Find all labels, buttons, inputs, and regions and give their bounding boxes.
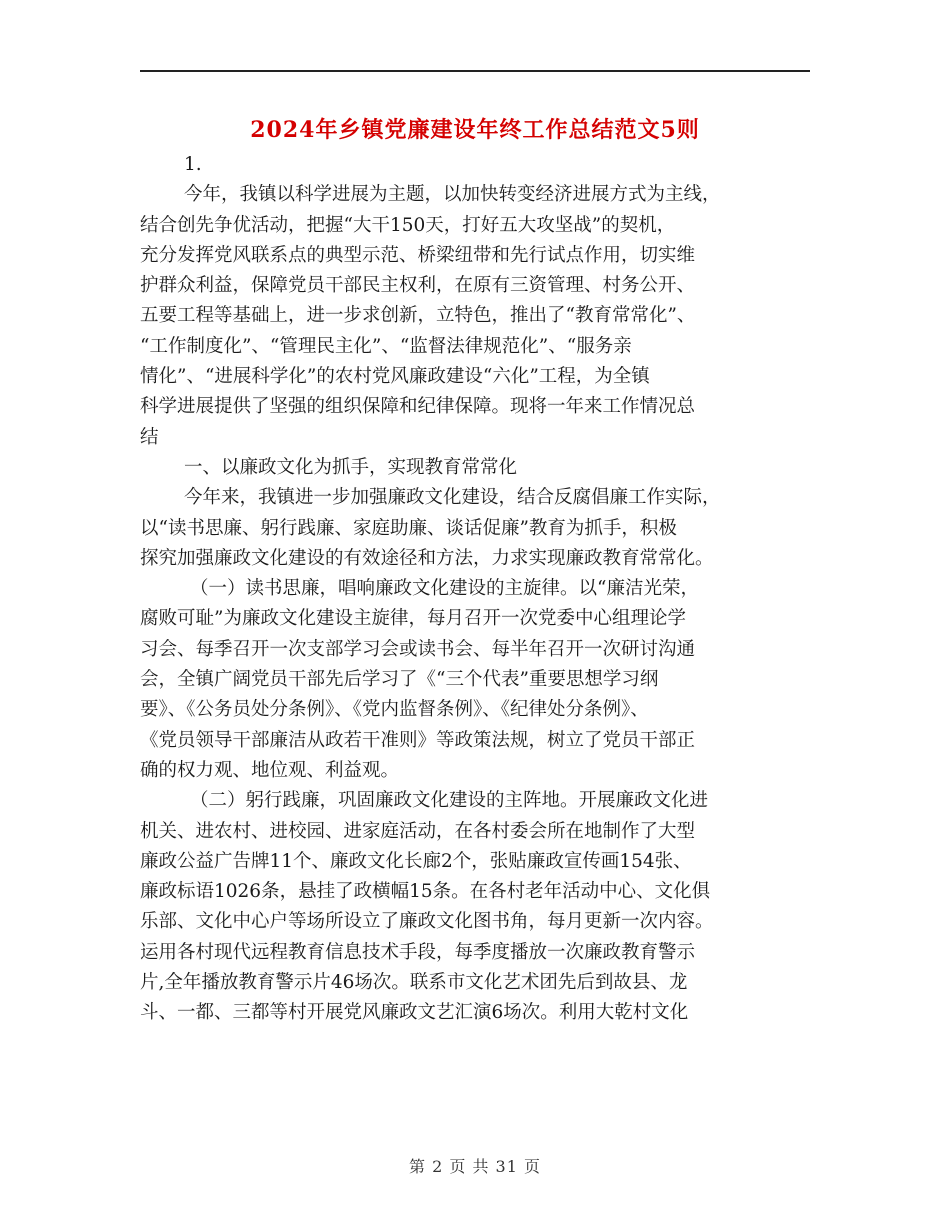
- text-line: 片,全年播放教育警示片46场次。联系市文化艺术团先后到故县、龙: [140, 972, 688, 994]
- text-line: “工作制度化”、“管理民主化”、“监督法律规范化”、“服务亲: [140, 335, 632, 357]
- text-line: 情化”、“进展科学化”的农村党风廉政建设“六化”工程，为全镇: [140, 366, 650, 388]
- text-line: 今年来，我镇进一步加强廉政文化建设，结合反腐倡廉工作实际，: [184, 487, 721, 509]
- intro-paragraph: [140, 180, 812, 453]
- text-line: 廉政公益广告牌11个、廉政文化长廊2个，张贴廉政宣传画154张、: [140, 850, 692, 872]
- text-line: 要》、《公务员处分条例》、《党内监督条例》、《纪律处分条例》、: [140, 699, 649, 721]
- text-line: 护群众利益，保障党员干部民主权利，在原有三资管理、村务公开、: [140, 275, 696, 297]
- text-line: 确的权力观、地位观、利益观。: [140, 759, 400, 781]
- page-footer: 第 2 页 共 31 页: [409, 1157, 541, 1176]
- text-line: 结合创先争优活动，把握“大干150天，打好五大攻坚战”的契机，: [140, 214, 676, 236]
- section1-paragraph: [140, 483, 812, 574]
- subsection2-paragraph: [140, 786, 812, 1028]
- text-line: 今年，我镇以科学进展为主题，以加快转变经济进展方式为主线，: [184, 184, 721, 206]
- header-rule: [140, 70, 810, 72]
- section-heading: 一、以廉政文化为抓手，实现教育常常化: [184, 456, 518, 478]
- section-number: 1.: [184, 154, 202, 175]
- document-title: 2024年乡镇党廉建设年终工作总结范文5则: [250, 117, 700, 143]
- text-line: 以“读书思廉、躬行践廉、家庭助廉、谈话促廉”教育为抓手，积极: [140, 517, 677, 539]
- text-line: 运用各村现代远程教育信息技术手段，每季度播放一次廉政教育警示: [140, 941, 696, 963]
- text-line: 习会、每季召开一次支部学习会或读书会、每半年召开一次研讨沟通: [140, 638, 696, 660]
- text-line: 会，全镇广阔党员干部先后学习了《“三个代表”重要思想学习纲: [140, 669, 659, 691]
- subsection1-paragraph: [140, 574, 812, 786]
- text-line: 腐败可耻”为廉政文化建设主旋律，每月召开一次党委中心组理论学: [140, 608, 686, 630]
- text-line: 充分发挥党风联系点的典型示范、桥梁纽带和先行试点作用，切实维: [140, 244, 696, 266]
- text-line: 廉政标语1026条，悬挂了政横幅15条。在各村老年活动中心、文化俱: [140, 881, 711, 903]
- text-line: 《党员领导干部廉洁从政若干准则》等政策法规，树立了党员干部正: [140, 729, 696, 751]
- text-line: 斗、一都、三都等村开展党风廉政文艺汇演6场次。利用大乾村文化: [140, 1002, 689, 1024]
- text-line: 探究加强廉政文化建设的有效途径和方法，力求实现廉政教育常常化。: [140, 547, 714, 569]
- text-line: 五要工程等基础上，进一步求创新，立特色，推出了“教育常常化”、: [140, 305, 696, 327]
- text-line: （二）躬行践廉，巩固廉政文化建设的主阵地。开展廉政文化进: [190, 790, 709, 812]
- text-line: 乐部、文化中心户等场所设立了廉政文化图书角，每月更新一次内容。: [140, 911, 714, 933]
- document-body: [140, 150, 812, 1029]
- text-line: （一）读书思廉，唱响廉政文化建设的主旋律。以“廉洁光荣，: [190, 578, 699, 600]
- text-line: 科学进展提供了坚强的组织保障和纪律保障。现将一年来工作情况总: [140, 396, 696, 418]
- text-line: 机关、进农村、进校园、进家庭活动，在各村委会所在地制作了大型: [140, 820, 696, 842]
- text-line: 结: [140, 426, 159, 448]
